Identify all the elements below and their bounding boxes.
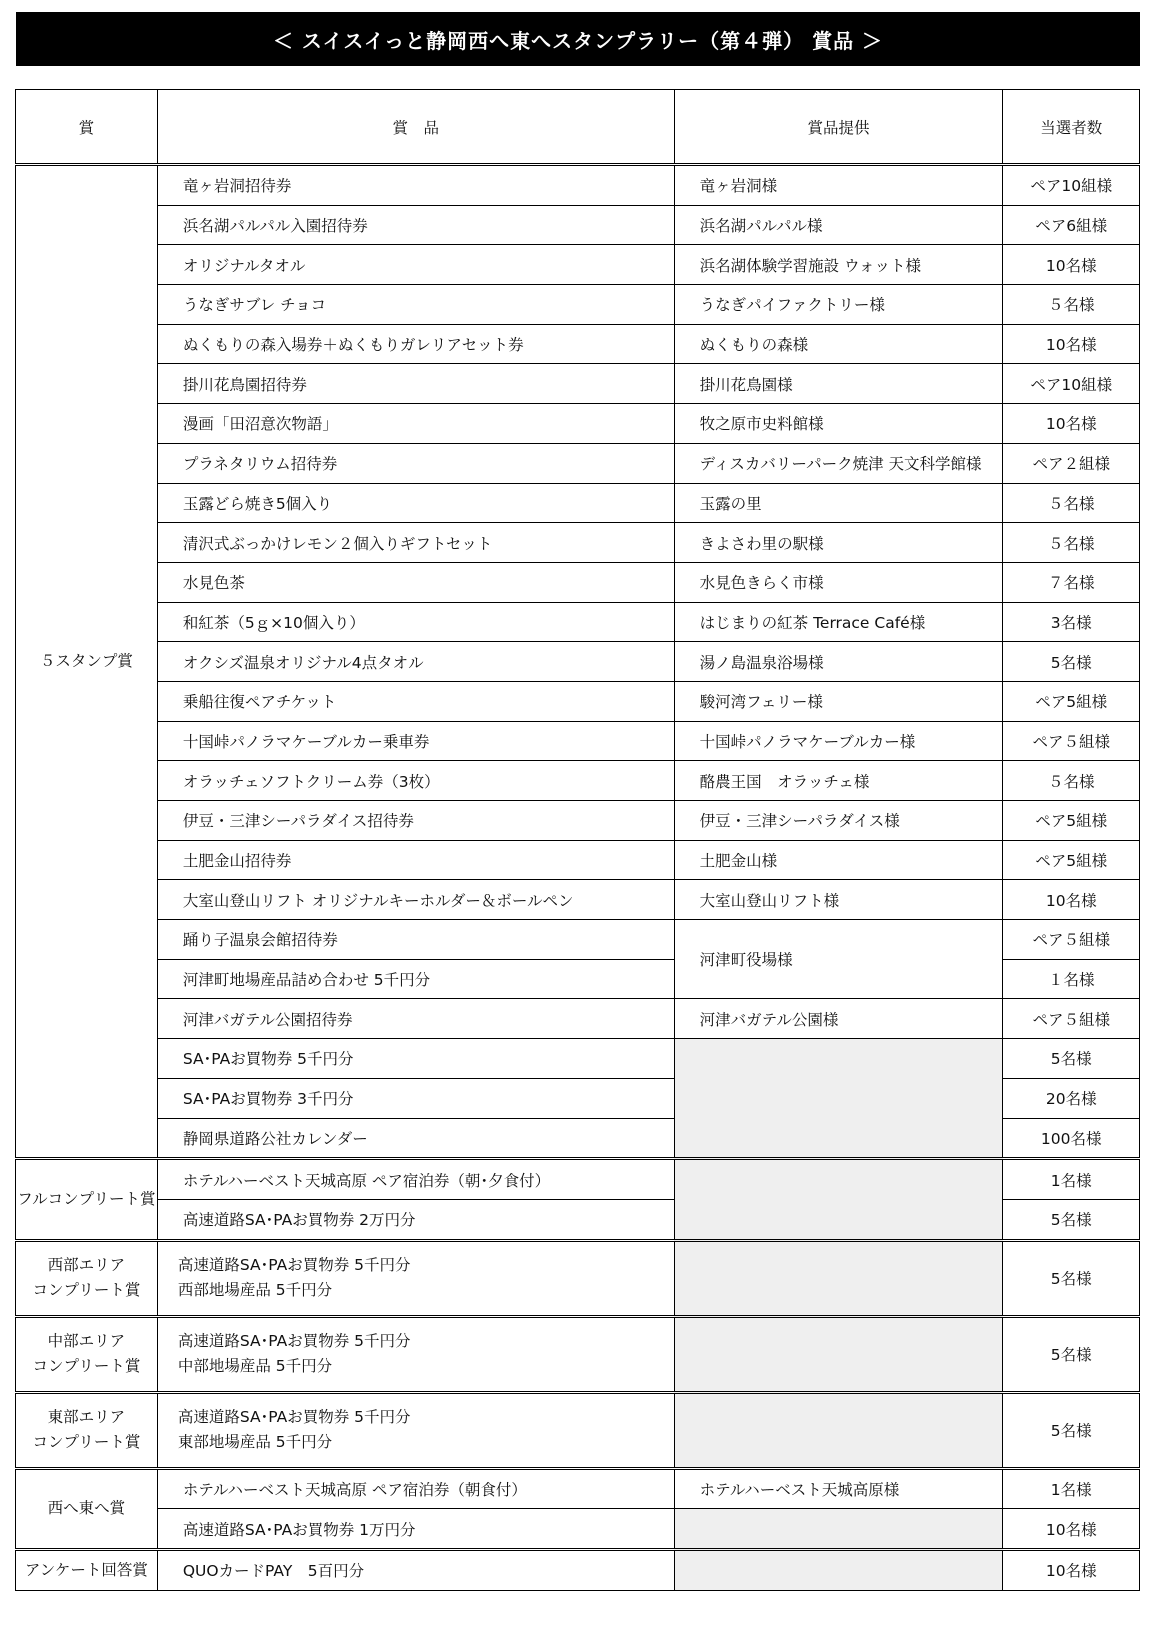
prize-provider: 十国峠パノラマケーブルカー様	[674, 721, 1003, 761]
prize-provider: 掛川花鳥園様	[674, 364, 1003, 404]
prize-provider: 酪農王国 オラッチェ様	[674, 761, 1003, 801]
prize-item-line-2: 西部地場産品 5千円分	[177, 1281, 333, 1300]
prize-item: 竜ヶ岩洞招待券	[157, 165, 674, 206]
prize-item: 漫画「田沼意次物語」	[157, 404, 674, 444]
prize-provider: 竜ヶ岩洞様	[674, 165, 1003, 206]
prize-winners: ７名様	[1003, 562, 1140, 602]
prize-provider-empty	[674, 1240, 1003, 1316]
table-row	[16, 205, 1140, 245]
prize-provider: 水見色きらく市様	[674, 562, 1003, 602]
header-winners: 当選者数	[1003, 90, 1140, 165]
prize-item-line-1: 高速道路SA･PAお買物券 5千円分	[177, 1408, 411, 1427]
prize-table	[15, 89, 1140, 1591]
table-row	[16, 165, 1140, 206]
table-row	[16, 999, 1140, 1039]
prize-winners: ５名様	[1003, 285, 1140, 325]
prize-item: 清沢式ぶっかけレモン２個入りギフトセット	[157, 523, 674, 563]
prize-winners: 1名様	[1003, 1159, 1140, 1200]
prize-provider-empty	[674, 1392, 1003, 1468]
table-row	[16, 523, 1140, 563]
prize-item: 高速道路SA･PAお買物券 2万円分	[157, 1199, 674, 1240]
prize-winners: 5名様	[1003, 642, 1140, 682]
table-row	[16, 364, 1140, 404]
prize-winners: 10名様	[1003, 1549, 1140, 1590]
prize-item: 土肥金山招待券	[157, 840, 674, 880]
prize-winners: ペア２組様	[1003, 443, 1140, 483]
prize-item: SA･PAお買物券 3千円分	[157, 1078, 674, 1118]
header-row	[16, 90, 1140, 165]
prize-provider: 河津町役場様	[674, 920, 1003, 999]
prize-winners: ペア10組様	[1003, 165, 1140, 206]
prize-winners: ペア５組様	[1003, 721, 1140, 761]
prize-provider: 牧之原市史料館様	[674, 404, 1003, 444]
prize-provider-empty	[674, 1549, 1003, 1590]
table-row	[16, 245, 1140, 285]
prize-item: 静岡県道路公社カレンダー	[157, 1118, 674, 1159]
prize-item-line-2: 中部地場産品 5千円分	[177, 1357, 333, 1376]
prize-item: 伊豆・三津シーパラダイス招待券	[157, 801, 674, 841]
prize-item: うなぎサブレ チョコ	[157, 285, 674, 325]
prize-item: ホテルハーベスト天城高原 ペア宿泊券（朝食付）	[157, 1468, 674, 1509]
category-west	[16, 1240, 158, 1316]
prize-winners: 5名様	[1003, 1240, 1140, 1316]
prize-item: 玉露どら焼き5個入り	[157, 483, 674, 523]
table-row	[16, 1316, 1140, 1392]
prize-item: 踊り子温泉会館招待券	[157, 920, 674, 960]
prize-item: ぬくもりの森入場券＋ぬくもりガレリアセット券	[157, 324, 674, 364]
table-row	[16, 404, 1140, 444]
prize-provider: 浜名湖体験学習施設 ウォット様	[674, 245, 1003, 285]
prize-item: 高速道路SA･PAお買物券 1万円分	[157, 1509, 674, 1550]
prize-item: QUOカードPAY 5百円分	[157, 1549, 674, 1590]
prize-provider: 大室山登山リフト様	[674, 880, 1003, 920]
prize-item: オクシズ温泉オリジナル4点タオル	[157, 642, 674, 682]
prize-provider: 玉露の里	[674, 483, 1003, 523]
table-row	[16, 840, 1140, 880]
prize-item: 掛川花鳥園招待券	[157, 364, 674, 404]
prize-item: 乗船往復ペアチケット	[157, 681, 674, 721]
prize-item: 河津町地場産品詰め合わせ 5千円分	[157, 959, 674, 999]
prize-winners: 5名様	[1003, 1392, 1140, 1468]
prize-winners: １名様	[1003, 959, 1140, 999]
prize-provider-empty	[674, 1316, 1003, 1392]
table-row	[16, 483, 1140, 523]
table-row	[16, 1039, 1140, 1079]
prize-item	[157, 1316, 674, 1392]
header-provider: 賞品提供	[674, 90, 1003, 165]
prize-item: オラッチェソフトクリーム券（3枚）	[157, 761, 674, 801]
table-row	[16, 285, 1140, 325]
category-full: フルコンプリート賞	[16, 1159, 158, 1240]
prize-provider-empty	[674, 1159, 1003, 1240]
prize-item: SA･PAお買物券 5千円分	[157, 1039, 674, 1079]
table-row	[16, 1159, 1140, 1200]
prize-item: ホテルハーベスト天城高原 ペア宿泊券（朝･夕食付）	[157, 1159, 674, 1200]
prize-provider: ディスカバリーパーク焼津 天文科学館様	[674, 443, 1003, 483]
prize-item: 和紅茶（5ｇ×10個入り）	[157, 602, 674, 642]
prize-item: プラネタリウム招待券	[157, 443, 674, 483]
table-row	[16, 1549, 1140, 1590]
table-row	[16, 1392, 1140, 1468]
table-row	[16, 1240, 1140, 1316]
prize-winners: ペア10組様	[1003, 364, 1140, 404]
prize-winners: ５名様	[1003, 483, 1140, 523]
category-east-line-1: 東部エリア	[47, 1408, 126, 1427]
prize-winners: ペア6組様	[1003, 205, 1140, 245]
prize-provider: 駿河湾フェリー様	[674, 681, 1003, 721]
prize-winners: 10名様	[1003, 404, 1140, 444]
prize-provider: ぬくもりの森様	[674, 324, 1003, 364]
prize-provider: 土肥金山様	[674, 840, 1003, 880]
prize-item: 水見色茶	[157, 562, 674, 602]
prize-winners: ５名様	[1003, 523, 1140, 563]
table-row	[16, 562, 1140, 602]
prize-item: 大室山登山リフト オリジナルキーホルダー＆ボールペン	[157, 880, 674, 920]
header-category: 賞	[16, 90, 158, 165]
prize-item	[157, 1392, 674, 1468]
table-row	[16, 1468, 1140, 1509]
table-row	[16, 761, 1140, 801]
prize-winners: 1名様	[1003, 1468, 1140, 1509]
prize-provider: 湯ノ島温泉浴場様	[674, 642, 1003, 682]
prize-item: 十国峠パノラマケーブルカー乗車券	[157, 721, 674, 761]
table-row	[16, 801, 1140, 841]
prize-winners: 10名様	[1003, 324, 1140, 364]
prize-provider: 伊豆・三津シーパラダイス様	[674, 801, 1003, 841]
category-central-line-1: 中部エリア	[47, 1332, 126, 1351]
prize-provider: はじまりの紅茶 Terrace Café様	[674, 602, 1003, 642]
table-row	[16, 721, 1140, 761]
table-row	[16, 920, 1140, 960]
prize-winners: 5名様	[1003, 1316, 1140, 1392]
prize-winners: 5名様	[1003, 1039, 1140, 1079]
prize-provider: 河津バガテル公園様	[674, 999, 1003, 1039]
prize-winners: 10名様	[1003, 245, 1140, 285]
category-west-line-1: 西部エリア	[47, 1256, 126, 1275]
category-survey: アンケート回答賞	[16, 1549, 158, 1590]
prize-item: オリジナルタオル	[157, 245, 674, 285]
prize-provider: 浜名湖パルパル様	[674, 205, 1003, 245]
prize-winners: 3名様	[1003, 602, 1140, 642]
category-west-line-2: コンプリート賞	[32, 1281, 141, 1300]
prize-item	[157, 1240, 674, 1316]
category-central-line-2: コンプリート賞	[32, 1357, 141, 1376]
prize-winners: ペア5組様	[1003, 801, 1140, 841]
category-east-line-2: コンプリート賞	[32, 1433, 141, 1452]
prize-winners: ペア５組様	[1003, 999, 1140, 1039]
prize-winners: 5名様	[1003, 1199, 1140, 1240]
prize-winners: ５名様	[1003, 761, 1140, 801]
prize-winners: 20名様	[1003, 1078, 1140, 1118]
table-row	[16, 1509, 1140, 1550]
prize-item: 河津バガテル公園招待券	[157, 999, 674, 1039]
table-row	[16, 642, 1140, 682]
category-stamp5: ５スタンプ賞	[16, 165, 158, 1159]
prize-winners: ペア5組様	[1003, 681, 1140, 721]
prize-provider: うなぎパイファクトリー様	[674, 285, 1003, 325]
table-row	[16, 443, 1140, 483]
prize-provider-empty	[674, 1039, 1003, 1159]
category-east	[16, 1392, 158, 1468]
prize-winners: 100名様	[1003, 1118, 1140, 1159]
prize-item-line-1: 高速道路SA･PAお買物券 5千円分	[177, 1256, 411, 1275]
category-westeast: 西へ東へ賞	[16, 1468, 158, 1549]
category-central	[16, 1316, 158, 1392]
page-title: ＜ スイスイっと静岡西へ東へスタンプラリー（第４弾） 賞品 ＞	[16, 12, 1140, 66]
prize-item-line-1: 高速道路SA･PAお買物券 5千円分	[177, 1332, 411, 1351]
table-row	[16, 324, 1140, 364]
prize-winners: ペア5組様	[1003, 840, 1140, 880]
prize-winners: 10名様	[1003, 1509, 1140, 1550]
prize-winners: ペア５組様	[1003, 920, 1140, 960]
header-item: 賞 品	[157, 90, 674, 165]
prize-item-line-2: 東部地場産品 5千円分	[177, 1433, 333, 1452]
table-row	[16, 602, 1140, 642]
prize-item: 浜名湖パルパル入園招待券	[157, 205, 674, 245]
prize-winners: 10名様	[1003, 880, 1140, 920]
prize-provider	[674, 1509, 1003, 1550]
prize-provider: きよさわ里の駅様	[674, 523, 1003, 563]
prize-provider: ホテルハーベスト天城高原様	[674, 1468, 1003, 1509]
table-row	[16, 880, 1140, 920]
table-row	[16, 681, 1140, 721]
